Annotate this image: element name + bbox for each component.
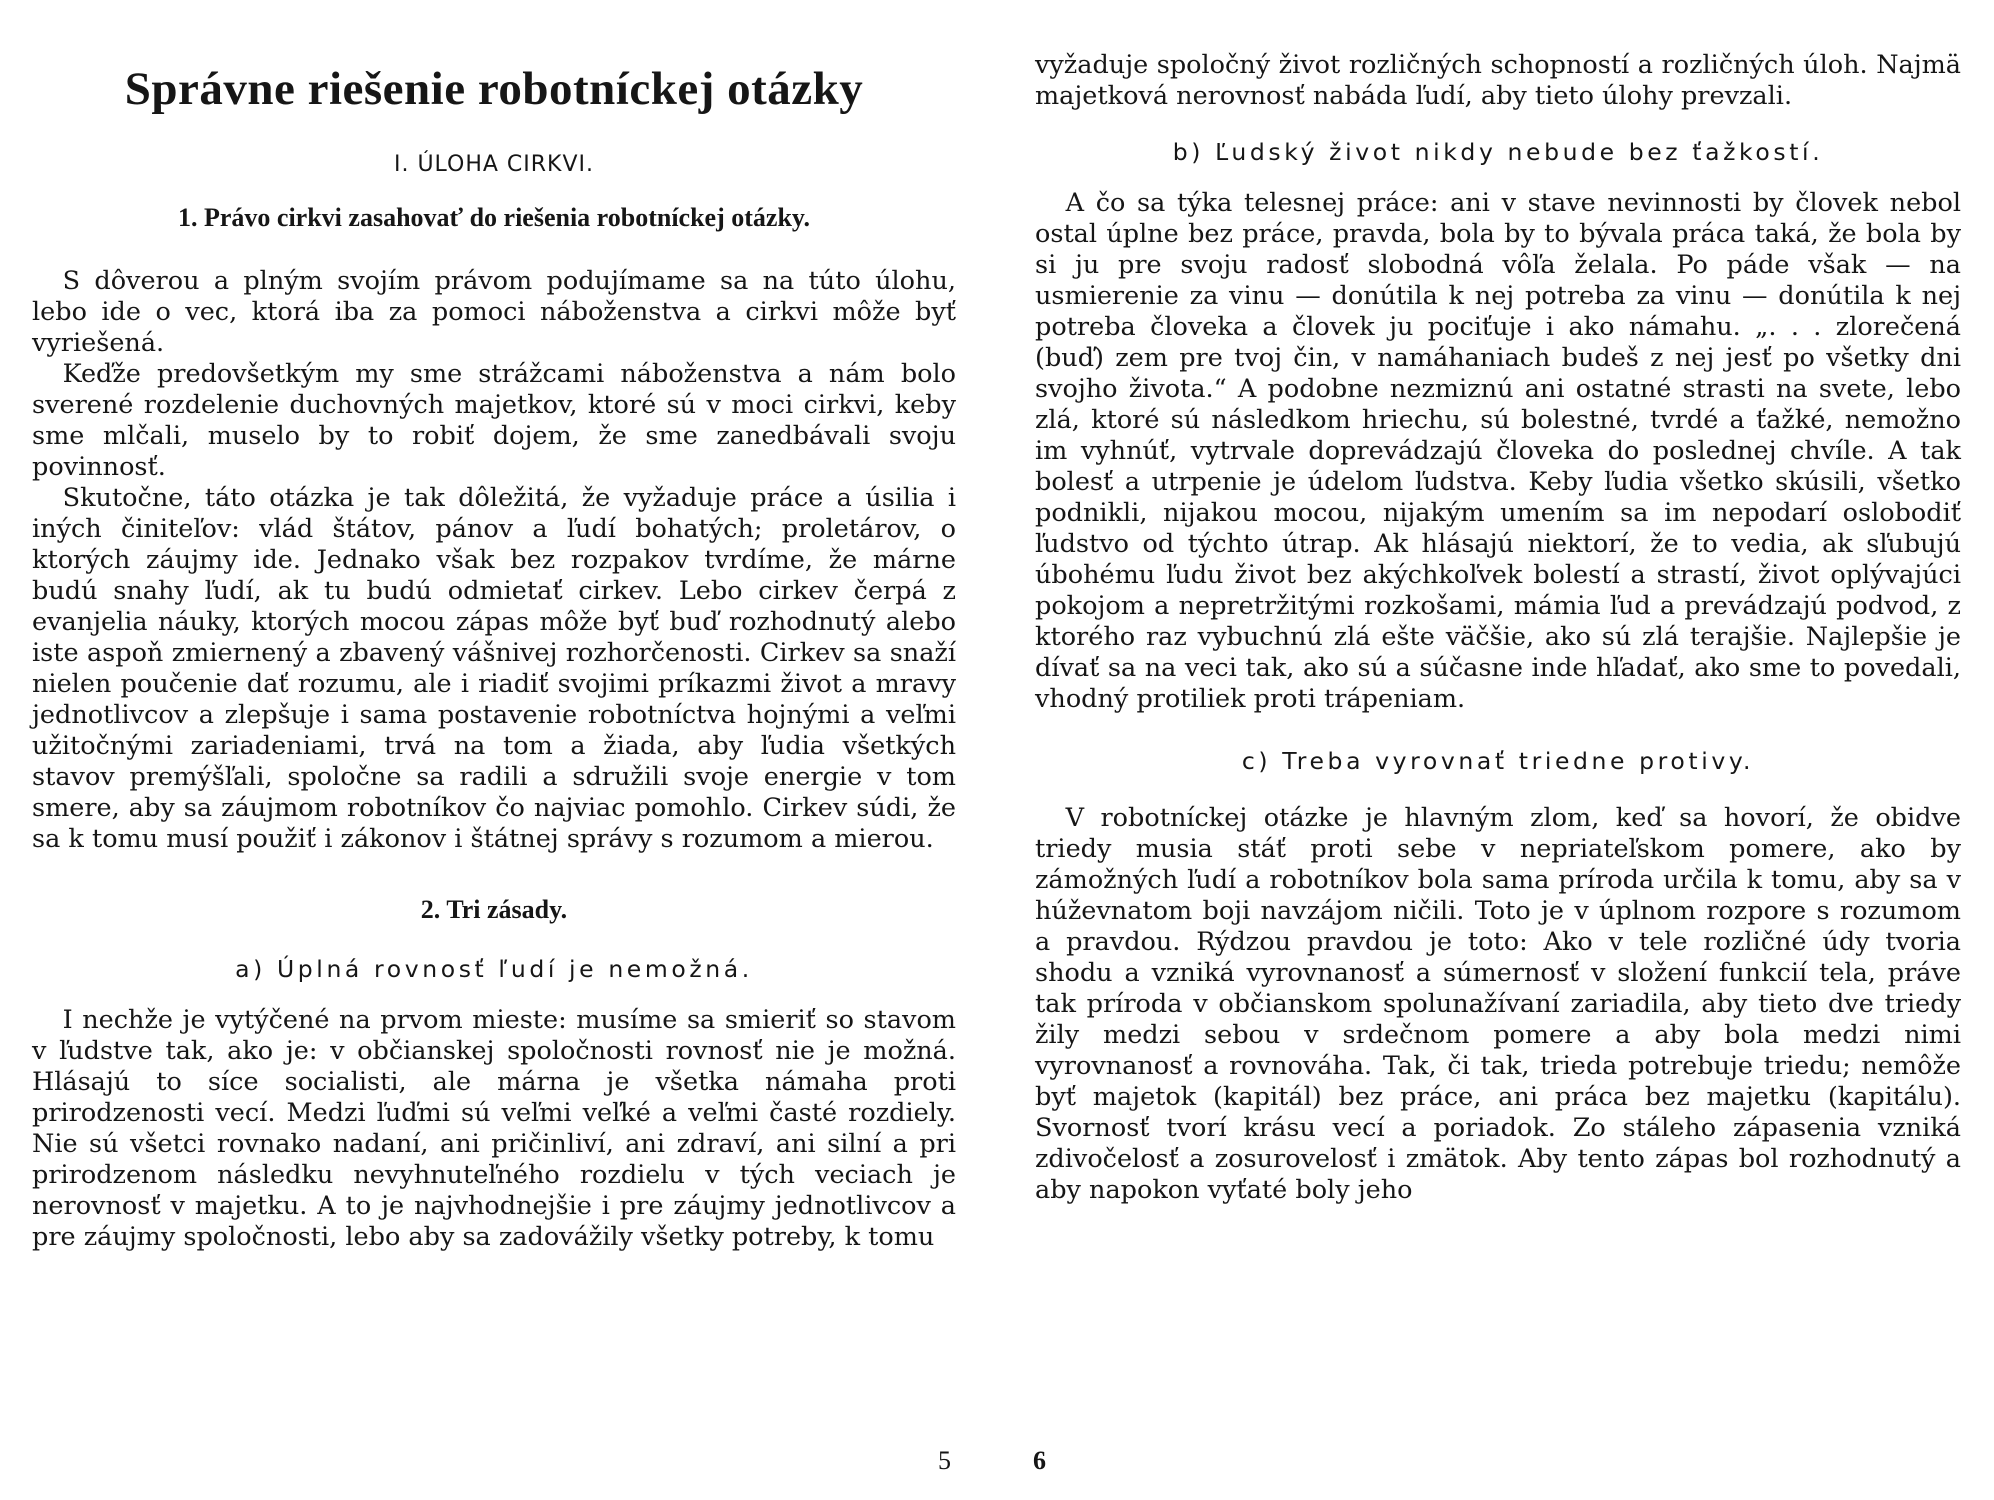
subheading-b: b) Ľudský život nikdy nebude bez ťažkostí. — [1172, 138, 1824, 166]
paragraph: Skutočne, táto otázka je tak dôležitá, že vyžaduje práce a úsilia i iných činiteľov: vlád štátov, pánov a ľudí bohatých; proletárov, o ktorých záujmy ide. Jednako však bez rozpakov tvrdíme, že márne budú snahy ľudí, ak tu budú odmietať cirkev. Lebo cirkev čerpá z evanjelia náuky, ktorých mocou zápas môže byť buď rozhodnutý alebo iste aspoň zmiernený a zbavený vášnivej rozhorčenosti. Cirkev sa snaží nielen poučenie dať rozumu, ale i riadiť svojimi príkazmi život a mravy jednotlivcov a zlepšuje i sama postavenie robotníctva hojnými a veľmi užitočnými zariadeniami, trvá na tom a žiada, aby ľudia všetkých stavov premýšľali, spoločne sa radili a sdružili svoje energie v tom smere, aby sa záujmom robotníkov čo najviac pomohlo. Cirkev súdi, že sa k tomu musí použiť i zákonov i štátnej správy s rozumom a mierou. — [32, 483, 956, 854]
paragraph: S dôverou a plným svojím právom podujímame sa na túto úlohu, lebo ide o vec, ktorá iba za pomoci náboženstva a cirkvi môže byť vyriešená. — [32, 266, 956, 358]
right-text-column — [1035, 50, 1961, 1206]
page-title: Správne riešenie robotníckej otázky — [124, 63, 864, 115]
paragraph: I nechže je vytýčené na prvom mieste: musíme sa smieriť so stavom v ľudstve tak, ako je: v občianskej spoločnosti rovnosť nie je možná. Hlásajú to síce socialisti, ale márna je všetka námaha proti prirodzenosti vecí. Medzi ľuďmi sú veľmi veľké a veľmi časté rozdiely. Nie sú všetci rovnako nadaní, ani pričinliví, ani zdraví, ani silní a pri prirodzenom následku nevyhnuteľného rozdielu v tých veciach je nerovnosť v majetku. A to je najvhodnejšie i pre záujmy jednotlivcov a pre záujmy spoločnosti, lebo aby sa zadovážily všetky potreby, k tomu — [32, 1005, 956, 1252]
paragraph: V robotníckej otázke je hlavným zlom, keď sa hovorí, že obidve triedy musia stáť proti sebe v nepriateľskom pomere, ako by zámožných ľudí a robotníkov bola sama príroda určila k tomu, aby sa v húževnatom boji navzájom ničili. Toto je v úplnom rozpore s rozumom a pravdou. Rýdzou pravdou je toto: Ako v tele rozličné údy tvoria shodu a vzniká vyrovnanosť a súmernosť v složení funkcií tela, práve tak príroda v občianskom spolunažívaní zariadila, aby tieto dve triedy žily medzi sebou v srdečnom pomere a aby bola medzi nimi vyrovnanosť a rovnováha. Tak, či tak, trieda potrebuje triedu; nemôže byť majetok (kapitál) bez práce, ani práca bez majetku (kapitálu). Svornosť tvorí krásu vecí a poriadok. Zo stáleho zápasenia vzniká zdivočelosť a zosurovelosť i zmätok. Aby tento zápas bol rozhodnutý a aby napokon vyťaté boly jeho — [1035, 803, 1961, 1205]
subheading-a: a) Úplná rovnosť ľudí je nemožná. — [235, 955, 753, 983]
paragraph: Keďže predovšetkým my sme strážcami náboženstva a nám bolo sverené rozdelenie duchovných majetkov, ktoré sú v moci cirkvi, keby sme mlčali, muselo by to robiť dojem, že sme zanedbávali svoju povinnosť. — [32, 359, 956, 482]
paragraph: vyžaduje spoločný život rozličných schopností a rozličných úloh. Najmä majetková nerovnosť nabáda ľudí, aby tieto úlohy prevzali. — [1035, 50, 1961, 111]
paragraph: A čo sa týka telesnej práce: ani v stave nevinnosti by človek nebol ostal úplne bez práce, pravda, bola by to bývala práca taká, že bola by si ju pre svoju radosť slobodná vôľa želala. Po páde však — na usmierenie za vinu — donútila k nej potreba za vinu — donútila k nej potreba človeka a človek ju pociťuje i ako námahu. „. . . zlorečená (buď) zem pre tvoj čin, v namáhaniach budeš z nej jesť po všetky dni svojho života.“ A podobne nezmiznú ani ostatné strasti na svete, lebo zlá, ktoré sú následkom hriechu, sú bolestné, tvrdé a ťažké, nemožno im vyhnúť, vytrvale doprevádzajú človeka do poslednej chvíle. A tak bolesť a utrpenie je údelom ľudstva. Keby ľudia všetko skúsili, všetko podnikli, nijakou mocou, nijakým umením sa im nepodarí oslobodiť ľudstvo od týchto útrap. Ak hlásajú niektorí, že to vedia, ak sľubujú úbohému ľudu život bez akýchkoľvek bolestí a strastí, život oplývajúci pokojom a nepretržitými rozkošami, mámia ľud a prevádzajú podvod, z ktorého raz vybuchnú zlá ešte väčšie, ako sú zlá terajšie. Najlepšie je dívať sa na veci tak, ako sú a súčasne inde hľadať, ako sme to povedali, vhodný protiliek proti trápeniam. — [1035, 188, 1961, 714]
right-page — [997, 0, 1994, 1500]
page-number: 6 — [1033, 1446, 1046, 1475]
left-text-column — [32, 50, 956, 1253]
section-2-heading: 2. Tri zásady. — [420, 895, 568, 924]
subheading-c: c) Treba vyrovnať triedne protivy. — [1241, 747, 1755, 775]
part-heading: I. ÚLOHA CIRKVI. — [393, 152, 595, 177]
page-number: 5 — [938, 1446, 951, 1475]
section-1-heading: 1. Právo cirkvi zasahovať do riešenia robotníckej otázky. — [178, 203, 810, 232]
